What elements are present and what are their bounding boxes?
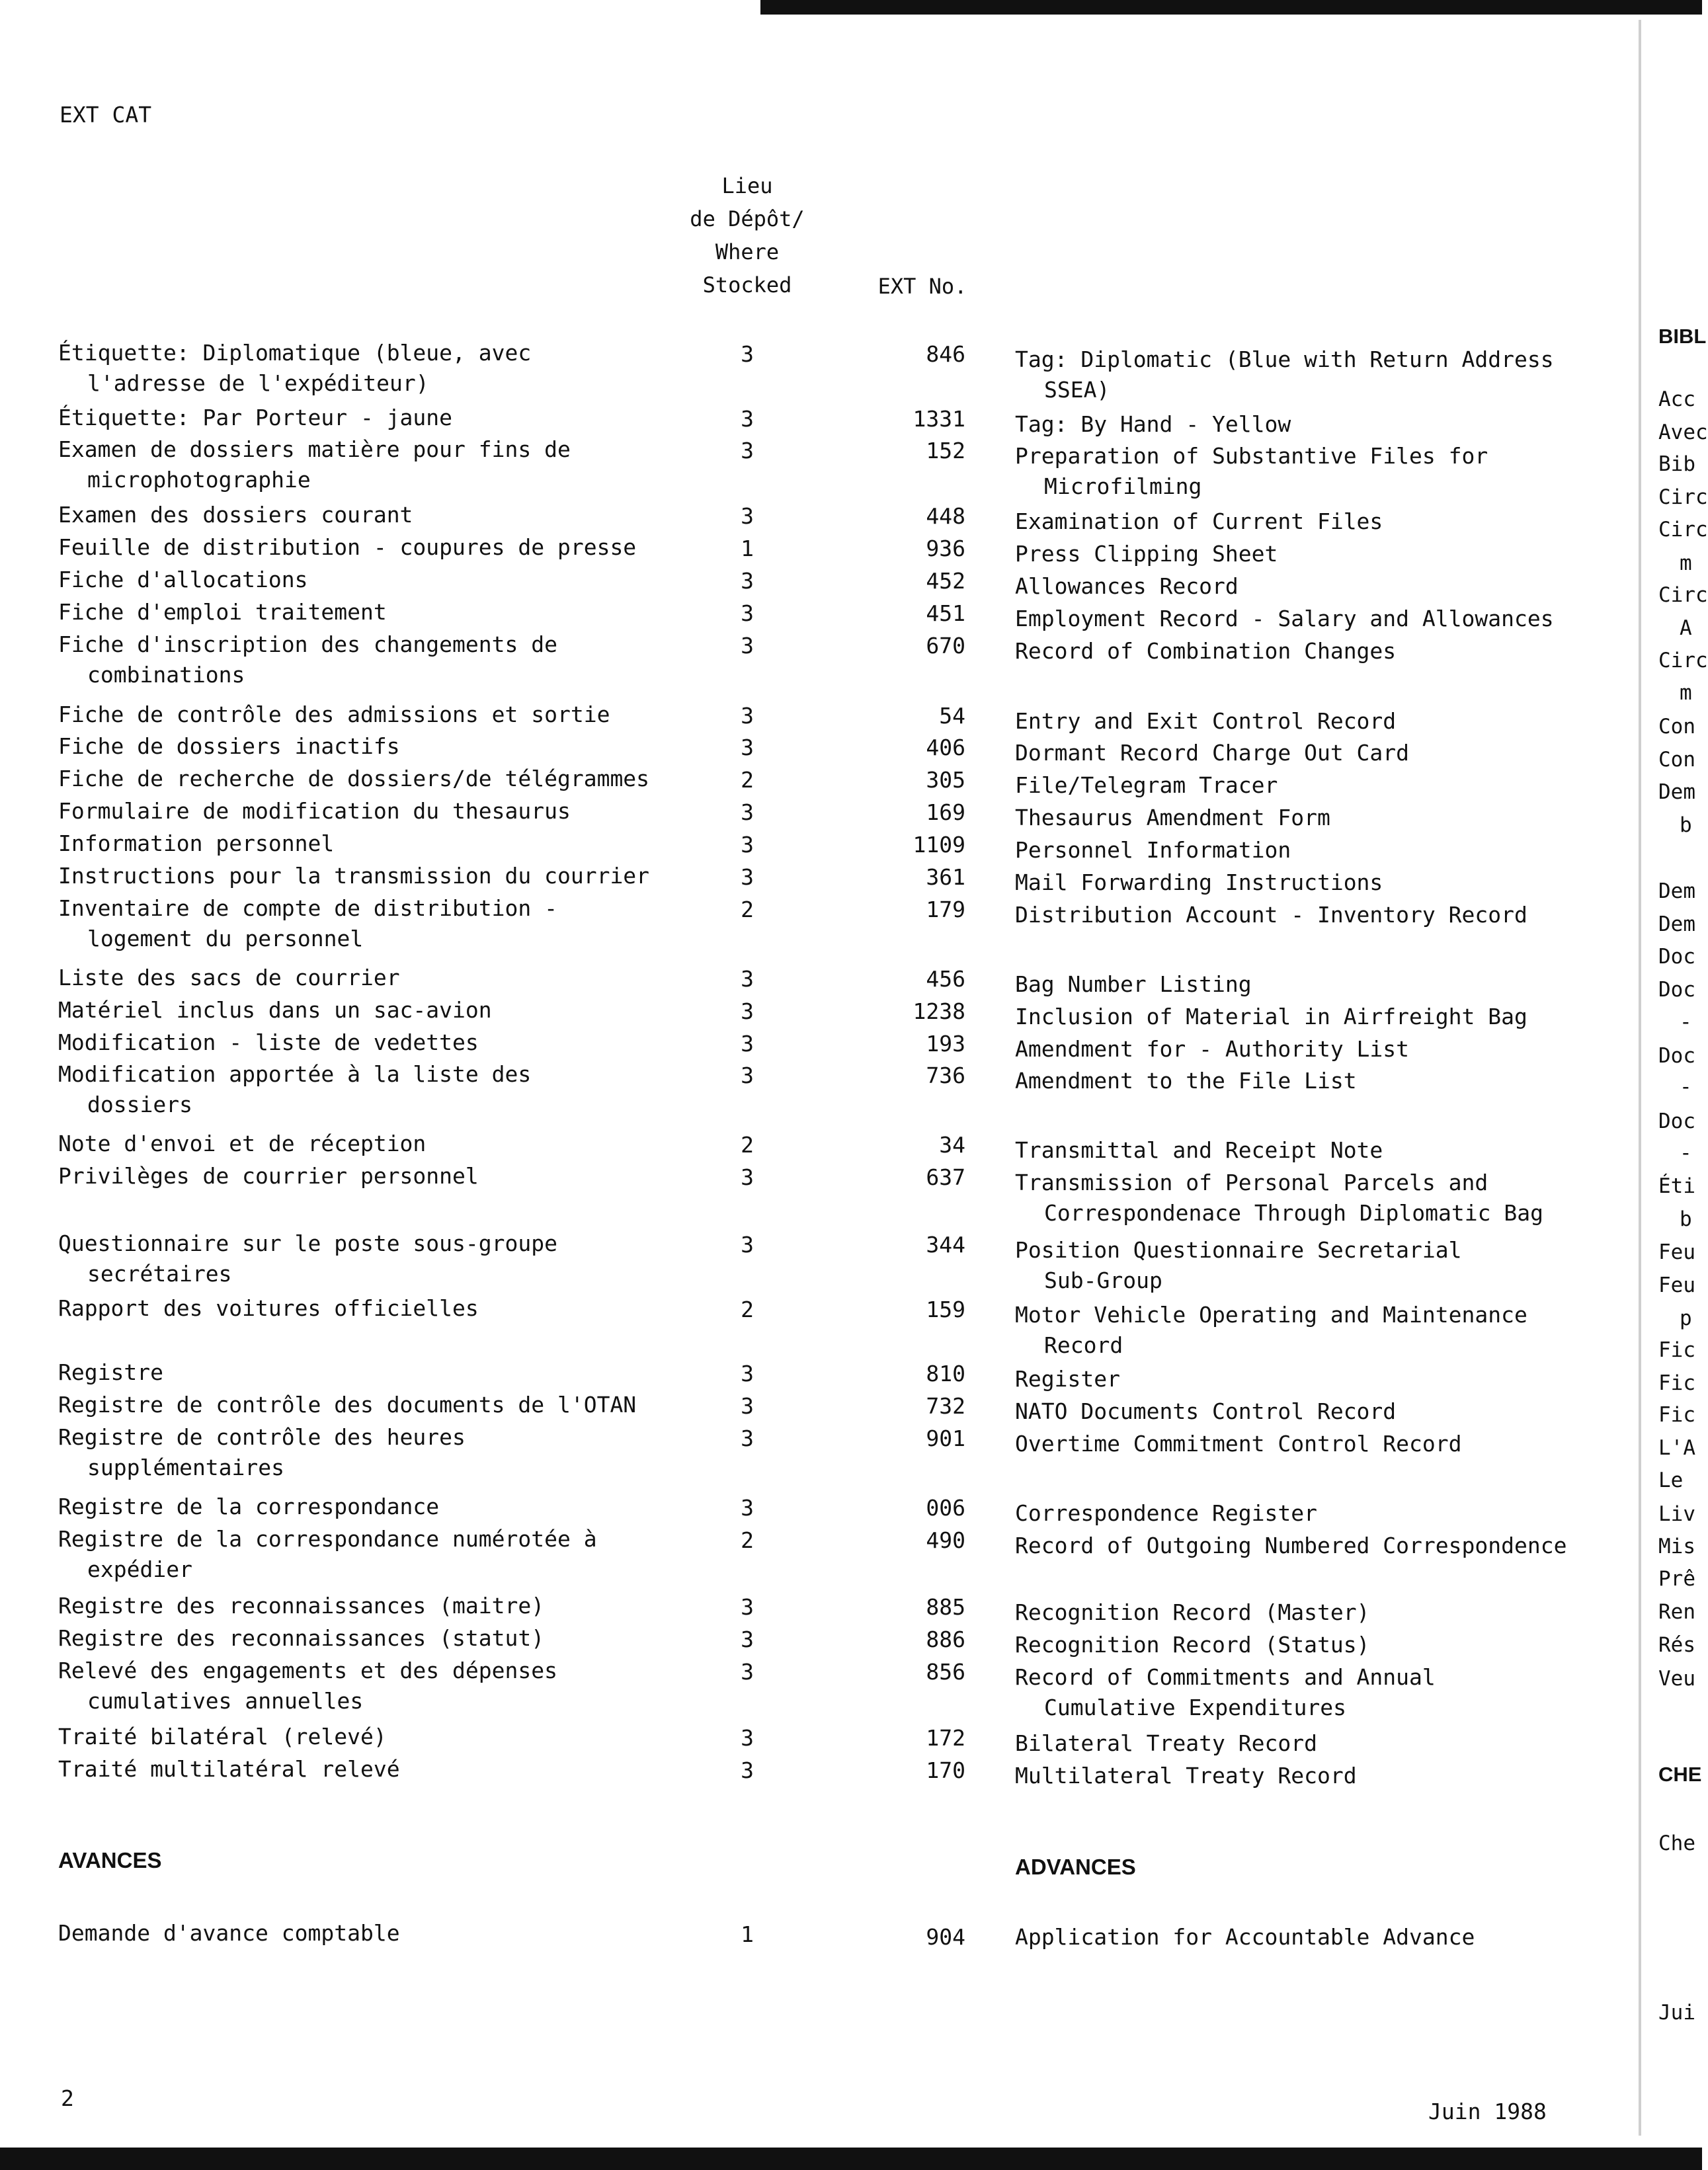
entry-ext-number: 1238 (913, 998, 965, 1024)
entry-ext-number: 846 (926, 341, 965, 367)
advance-row-en: Application for Accountable Advance (1015, 1924, 1475, 1950)
adjacent-page-fragment: Circ (1658, 583, 1708, 607)
adjacent-page-fragment: Le (1658, 1468, 1684, 1492)
entry-ext-number: 456 (926, 966, 965, 992)
advance-row-ext: 904 (926, 1924, 965, 1950)
entry-title-en: Cumulative Expenditures (1044, 1695, 1346, 1720)
adjacent-page-fragment: Doc (1658, 1044, 1695, 1068)
adjacent-page-fragment: Éti (1658, 1174, 1695, 1198)
section-title-en: ADVANCES (1015, 1855, 1136, 1879)
entry-location: 3 (741, 1426, 754, 1451)
page-gutter (1639, 20, 1641, 2136)
entry-title-fr: cumulatives annuelles (87, 1688, 364, 1714)
entry-title-fr: Rapport des voitures officielles (58, 1295, 479, 1321)
entry-ext-number: 732 (926, 1393, 965, 1419)
entry-title-fr: l'adresse de l'expéditeur) (87, 370, 429, 396)
entry-title-fr: expédier (87, 1556, 192, 1582)
entry-title-en: Preparation of Substantive Files for (1015, 443, 1488, 469)
adjacent-page-fragment: b (1680, 813, 1692, 837)
adjacent-page-fragment: Prê (1658, 1567, 1695, 1591)
entry-title-en: Inclusion of Material in Airfreight Bag (1015, 1004, 1527, 1029)
entry-title-fr: Examen de dossiers matière pour fins de (58, 436, 571, 462)
entry-title-en: Transmission of Personal Parcels and (1015, 1170, 1488, 1195)
entry-title-en: Bag Number Listing (1015, 971, 1252, 997)
entry-title-fr: Note d'envoi et de réception (58, 1131, 427, 1156)
entry-ext-number: 406 (926, 735, 965, 760)
section-title-fr: AVANCES (58, 1848, 162, 1872)
entry-location: 2 (741, 767, 754, 793)
entry-location: 3 (741, 735, 754, 760)
entry-location: 3 (741, 503, 754, 529)
entry-title-en: Sub-Group (1044, 1267, 1162, 1293)
footer-date: Juin 1988 (1428, 2099, 1547, 2124)
entry-title-en: Record (1044, 1332, 1123, 1358)
entry-title-en: Register (1015, 1366, 1120, 1392)
entry-title-fr: Matériel inclus dans un sac-avion (58, 997, 492, 1023)
entry-ext-number: 1331 (913, 406, 965, 432)
entry-location: 3 (741, 1594, 754, 1620)
entry-ext-number: 490 (926, 1527, 965, 1553)
adjacent-page-fragment: Doc (1658, 1109, 1695, 1133)
adjacent-page-fragment: Circ (1658, 649, 1708, 672)
adjacent-page-fragment: Doc (1658, 978, 1695, 1002)
entry-ext-number: 006 (926, 1495, 965, 1521)
entry-location: 3 (741, 1232, 754, 1258)
entry-title-fr: Registre de contrôle des heures (58, 1424, 466, 1450)
entry-title-en: Allowances Record (1015, 573, 1239, 599)
column-header-ext-no: EXT No. (877, 274, 967, 299)
advance-row-location: 1 (741, 1921, 754, 1947)
adjacent-page-fragment: Dem (1658, 912, 1695, 936)
adjacent-page-fragment: m (1680, 681, 1692, 705)
entry-title-en: SSEA) (1044, 377, 1110, 403)
adjacent-page-fragment: Dem (1658, 879, 1695, 903)
advance-row-fr: Demande d'avance comptable (58, 1920, 400, 1946)
entry-title-fr: Inventaire de compte de distribution - (58, 895, 557, 921)
entry-location: 3 (741, 341, 754, 367)
entry-title-fr: Étiquette: Par Porteur - jaune (58, 405, 453, 430)
entry-title-fr: Étiquette: Diplomatique (bleue, avec (58, 340, 532, 366)
adjacent-page-fragment: - (1680, 1075, 1692, 1099)
entry-title-fr: supplémentaires (87, 1455, 285, 1480)
entry-ext-number: 886 (926, 1627, 965, 1652)
entry-ext-number: 170 (926, 1757, 965, 1783)
entry-title-en: NATO Documents Control Record (1015, 1398, 1397, 1424)
entry-title-fr: Fiche d'inscription des changements de (58, 631, 557, 657)
entry-ext-number: 670 (926, 633, 965, 659)
adjacent-page-fragment: m (1680, 551, 1692, 575)
entry-location: 2 (741, 1297, 754, 1322)
entry-title-fr: Instructions pour la transmission du courrier (58, 863, 650, 889)
adjacent-page-fragment: Ren (1658, 1600, 1695, 1624)
entry-ext-number: 159 (926, 1297, 965, 1322)
adjacent-page-fragment: Mis (1658, 1535, 1695, 1558)
entry-title-fr: Fiche de recherche de dossiers/de télégrammes (58, 766, 650, 791)
entry-location: 3 (741, 438, 754, 463)
entry-ext-number: 54 (939, 703, 965, 729)
entry-location: 3 (741, 1361, 754, 1386)
adjacent-page-fragment: Circ (1658, 518, 1708, 542)
entry-ext-number: 736 (926, 1063, 965, 1088)
entry-title-en: Examination of Current Files (1015, 508, 1383, 534)
entry-ext-number: 361 (926, 864, 965, 890)
entry-title-fr: Examen des dossiers courant (58, 502, 413, 528)
entry-location: 3 (741, 1393, 754, 1419)
entry-title-fr: Fiche de contrôle des admissions et sortie (58, 702, 610, 727)
entry-location: 2 (741, 1132, 754, 1158)
entry-location: 3 (741, 406, 754, 432)
category-header: EXT CAT (60, 102, 152, 128)
entry-location: 3 (741, 703, 754, 729)
entry-title-en: Transmittal and Receipt Note (1015, 1137, 1383, 1163)
adjacent-page-fragment: Veu (1658, 1667, 1695, 1691)
scan-border-top (760, 0, 1702, 15)
entry-location: 3 (741, 1495, 754, 1521)
entry-title-fr: Traité bilatéral (relevé) (58, 1724, 387, 1749)
entry-title-en: Record of Outgoing Numbered Correspondence (1015, 1533, 1567, 1558)
adjacent-page-fragment: Dem (1658, 780, 1695, 804)
entry-ext-number: 885 (926, 1594, 965, 1620)
adjacent-page-fragment: - (1680, 1010, 1692, 1034)
entry-title-en: File/Telegram Tracer (1015, 772, 1278, 798)
entry-location: 3 (741, 998, 754, 1024)
entry-location: 3 (741, 1757, 754, 1783)
entry-title-fr: Modification - liste de vedettes (58, 1029, 479, 1055)
entry-ext-number: 305 (926, 767, 965, 793)
entry-title-fr: Relevé des engagements et des dépenses (58, 1658, 557, 1683)
entry-location: 3 (741, 1164, 754, 1190)
entry-title-en: Microfilming (1044, 473, 1202, 499)
entry-title-fr: Formulaire de modification du thesaurus (58, 798, 571, 824)
entry-title-en: Press Clipping Sheet (1015, 541, 1278, 567)
adjacent-page-fragment: Fic (1658, 1338, 1695, 1362)
entry-ext-number: 856 (926, 1659, 965, 1685)
entry-title-en: Record of Commitments and Annual (1015, 1664, 1436, 1690)
entry-title-fr: combinations (87, 662, 245, 688)
adjacent-page-fragment: Feu (1658, 1273, 1695, 1297)
entry-ext-number: 34 (939, 1132, 965, 1158)
entry-location: 3 (741, 600, 754, 626)
entry-location: 3 (741, 966, 754, 992)
adjacent-page-fragment: Liv (1658, 1502, 1695, 1526)
entry-ext-number: 637 (926, 1164, 965, 1190)
entry-ext-number: 179 (926, 897, 965, 922)
entry-title-en: Employment Record - Salary and Allowances (1015, 606, 1554, 631)
entry-ext-number: 451 (926, 600, 965, 626)
entry-title-fr: Privilèges de courrier personnel (58, 1163, 479, 1189)
entry-title-en: Motor Vehicle Operating and Maintenance (1015, 1302, 1527, 1328)
adjacent-page-fragment: Jui (1658, 2001, 1695, 2025)
entry-location: 3 (741, 1063, 754, 1088)
entry-title-fr: Fiche d'emploi traitement (58, 599, 387, 625)
entry-location: 2 (741, 1527, 754, 1553)
entry-title-en: Dormant Record Charge Out Card (1015, 740, 1410, 766)
entry-title-fr: Modification apportée à la liste des (58, 1061, 532, 1087)
entry-ext-number: 344 (926, 1232, 965, 1258)
entry-title-fr: Registre de contrôle des documents de l'OTAN (58, 1392, 637, 1418)
entry-title-en: Overtime Commitment Control Record (1015, 1431, 1462, 1457)
entry-title-en: Recognition Record (Status) (1015, 1632, 1370, 1658)
entry-ext-number: 193 (926, 1031, 965, 1057)
adjacent-page-fragment: Acc (1658, 387, 1695, 411)
entry-title-fr: Registre des reconnaissances (maitre) (58, 1593, 545, 1619)
entry-title-fr: Registre de la correspondance numérotée à (58, 1526, 597, 1552)
adjacent-page-fragment: p (1680, 1306, 1692, 1330)
entry-title-en: Amendment to the File List (1015, 1068, 1357, 1094)
entry-title-fr: Information personnel (58, 830, 335, 856)
entry-location: 3 (741, 568, 754, 594)
entry-title-en: Distribution Account - Inventory Record (1015, 902, 1527, 928)
adjacent-page-fragment: L'A (1658, 1436, 1695, 1460)
entry-title-en: Correspondenace Through Diplomatic Bag (1044, 1200, 1543, 1226)
entry-title-en: Mail Forwarding Instructions (1015, 869, 1383, 895)
entry-title-en: Amendment for - Authority List (1015, 1036, 1410, 1062)
entry-title-fr: Registre de la correspondance (58, 1494, 440, 1519)
adjacent-page-fragment: Con (1658, 715, 1695, 739)
entry-location: 3 (741, 1627, 754, 1652)
entry-title-en: Tag: By Hand - Yellow (1015, 411, 1291, 437)
entry-title-en: Bilateral Treaty Record (1015, 1730, 1317, 1756)
entry-title-fr: dossiers (87, 1092, 192, 1117)
adjacent-page-fragment: b (1680, 1207, 1692, 1231)
adjacent-page-fragment: Rés (1658, 1633, 1695, 1657)
entry-title-fr: Registre (58, 1359, 163, 1385)
entry-title-fr: Fiche d'allocations (58, 567, 308, 592)
entry-location: 3 (741, 799, 754, 825)
entry-title-fr: microphotographie (87, 467, 311, 493)
entry-location: 3 (741, 633, 754, 659)
entry-title-en: Correspondence Register (1015, 1500, 1317, 1526)
entry-title-fr: Feuille de distribution - coupures de presse (58, 534, 637, 560)
adjacent-page-fragment: CHE (1658, 1763, 1702, 1786)
entry-location: 3 (741, 1725, 754, 1751)
adjacent-page-fragment: Fic (1658, 1371, 1695, 1395)
entry-ext-number: 172 (926, 1725, 965, 1751)
entry-title-en: Thesaurus Amendment Form (1015, 805, 1330, 830)
entry-title-en: Personnel Information (1015, 837, 1291, 863)
entry-ext-number: 169 (926, 799, 965, 825)
entry-title-fr: Traité multilatéral relevé (58, 1756, 400, 1782)
entry-ext-number: 810 (926, 1361, 965, 1386)
entry-ext-number: 936 (926, 536, 965, 561)
page-number: 2 (61, 2085, 74, 2111)
entry-ext-number: 1109 (913, 832, 965, 858)
entry-location: 3 (741, 832, 754, 858)
entry-ext-number: 448 (926, 503, 965, 529)
adjacent-page-fragment: Doc (1658, 945, 1695, 969)
entry-title-en: Recognition Record (Master) (1015, 1599, 1370, 1625)
adjacent-page-fragment: Fic (1658, 1403, 1695, 1427)
entry-title-en: Record of Combination Changes (1015, 638, 1397, 664)
adjacent-page-fragment: BIBL (1658, 325, 1707, 348)
entry-title-en: Multilateral Treaty Record (1015, 1763, 1357, 1788)
adjacent-page-fragment: Avec (1658, 421, 1708, 444)
adjacent-page-fragment: - (1680, 1141, 1692, 1165)
entry-location: 2 (741, 897, 754, 922)
entry-location: 1 (741, 536, 754, 561)
entry-title-fr: secrétaires (87, 1261, 232, 1287)
entry-location: 3 (741, 864, 754, 890)
entry-ext-number: 901 (926, 1426, 965, 1451)
entry-title-en: Entry and Exit Control Record (1015, 708, 1397, 734)
adjacent-page-fragment: Feu (1658, 1240, 1695, 1264)
adjacent-page-fragment: Con (1658, 748, 1695, 772)
entry-ext-number: 452 (926, 568, 965, 594)
entry-title-fr: Registre des reconnaissances (statut) (58, 1625, 545, 1651)
entry-title-en: Tag: Diplomatic (Blue with Return Address (1015, 346, 1554, 372)
scan-border-bottom (0, 2148, 1702, 2170)
adjacent-page-fragment: A (1680, 616, 1692, 640)
entry-ext-number: 152 (926, 438, 965, 463)
entry-title-fr: Fiche de dossiers inactifs (58, 733, 400, 759)
entry-title-fr: Questionnaire sur le poste sous-groupe (58, 1230, 557, 1256)
entry-location: 3 (741, 1659, 754, 1685)
entry-location: 3 (741, 1031, 754, 1057)
adjacent-page-fragment: Circ (1658, 485, 1708, 509)
entry-title-fr: logement du personnel (87, 926, 364, 951)
entry-title-en: Position Questionnaire Secretarial (1015, 1237, 1462, 1263)
entry-title-fr: Liste des sacs de courrier (58, 965, 400, 990)
adjacent-page-fragment: Che (1658, 1831, 1695, 1855)
adjacent-page-fragment: Bib (1658, 452, 1695, 476)
